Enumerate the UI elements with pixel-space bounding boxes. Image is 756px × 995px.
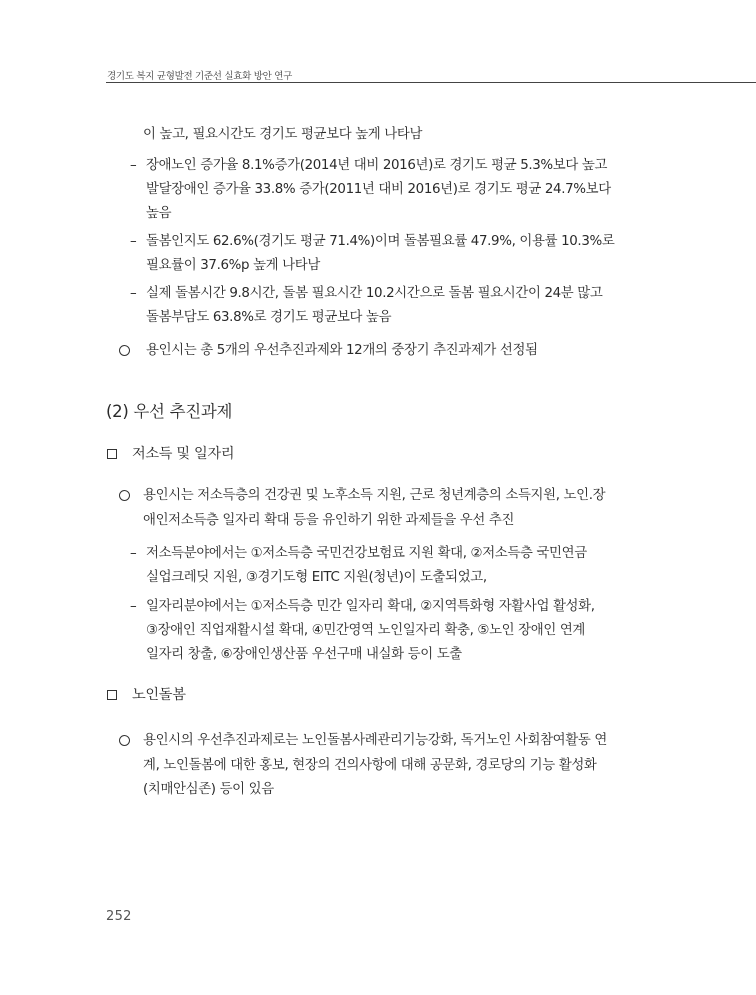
subsection-1-bullet-2-line-3: 일자리 창출, ⑥장애인생산품 우선구매 내실화 등이 도출 bbox=[146, 647, 462, 662]
subsection-1-bullet-2-line-2: ③장애인 직업재활시설 확대, ④민간영역 노인일자리 확충, ⑤노인 장애인 연계 bbox=[146, 623, 586, 638]
subsection-2-point-line-1: 용인시의 우선추진과제로는 노인돌봄사례관리기능강화, 독거노인 사회참여활동 연 bbox=[143, 733, 607, 748]
square-bullet-icon bbox=[107, 449, 117, 459]
subsection-1-point-line-1: 용인시는 저소득층의 건강권 및 노후소득 지원, 근로 청년계층의 소득지원, 노인.장 bbox=[143, 488, 606, 503]
subsection-2-point-line-3: (치매안심존) 등이 있음 bbox=[143, 782, 274, 797]
section-heading: (2) 우선 추진과제 bbox=[106, 402, 233, 421]
summary-line: 용인시는 총 5개의 우선추진과제와 12개의 중장기 추진과제가 선정됨 bbox=[146, 343, 538, 358]
bullet-1-line-1: 장애노인 증가율 8.1%증가(2014년 대비 2016년)로 경기도 평균 5.3%보다 높고 bbox=[146, 158, 608, 173]
subsection-2-point-line-2: 계, 노인돌봄에 대한 홍보, 현장의 건의사항에 대해 공문화, 경로당의 기능 활성화 bbox=[143, 758, 597, 773]
subsection-title-low-income: 저소득 및 일자리 bbox=[132, 446, 235, 462]
bullet-2-line-2: 필요률이 37.6%p 높게 나타남 bbox=[146, 258, 320, 273]
dash-marker: – bbox=[130, 546, 137, 561]
bullet-3-line-1: 실제 돌봄시간 9.8시간, 돌봄 필요시간 10.2시간으로 돌봄 필요시간이 24분 많고 bbox=[146, 286, 603, 301]
circle-bullet-icon bbox=[119, 490, 130, 501]
square-bullet-icon bbox=[107, 690, 117, 700]
page-number: 252 bbox=[106, 909, 132, 924]
running-header: 경기도 복지 균형발전 기준선 실효화 방안 연구 bbox=[107, 71, 292, 82]
continuation-line: 이 높고, 필요시간도 경기도 평균보다 높게 나타남 bbox=[143, 127, 423, 142]
dash-marker: – bbox=[130, 234, 137, 249]
dash-marker: – bbox=[130, 286, 137, 301]
bullet-1-line-2: 발달장애인 증가율 33.8% 증가(2011년 대비 2016년)로 경기도 평균 24.7%보다 bbox=[146, 182, 611, 197]
subsection-1-bullet-1-line-1: 저소득분야에서는 ①저소득층 국민건강보험료 지원 확대, ②저소득층 국민연금 bbox=[146, 546, 587, 561]
circle-bullet-icon bbox=[119, 345, 130, 356]
bullet-2-line-1: 돌봄인지도 62.6%(경기도 평균 71.4%)이며 돌봄필요률 47.9%, 이용률 10.3%로 bbox=[146, 234, 615, 249]
subsection-1-point-line-2: 애인저소득층 일자리 확대 등을 유인하기 위한 과제들을 우선 추진 bbox=[143, 513, 515, 528]
header-divider bbox=[106, 82, 756, 83]
circle-bullet-icon bbox=[119, 735, 130, 746]
subsection-1-bullet-1-line-2: 실업크레딧 지원, ③경기도형 EITC 지원(청년)이 도출되었고, bbox=[146, 570, 487, 585]
subsection-title-elderly-care: 노인돌봄 bbox=[132, 687, 186, 703]
bullet-3-line-2: 돌봄부담도 63.8%로 경기도 평균보다 높음 bbox=[146, 310, 392, 325]
subsection-1-bullet-2-line-1: 일자리분야에서는 ①저소득층 민간 일자리 확대, ②지역특화형 자활사업 활성화, bbox=[146, 599, 595, 614]
bullet-1-line-3: 높음 bbox=[146, 206, 172, 221]
dash-marker: – bbox=[130, 158, 137, 173]
dash-marker: – bbox=[130, 599, 137, 614]
